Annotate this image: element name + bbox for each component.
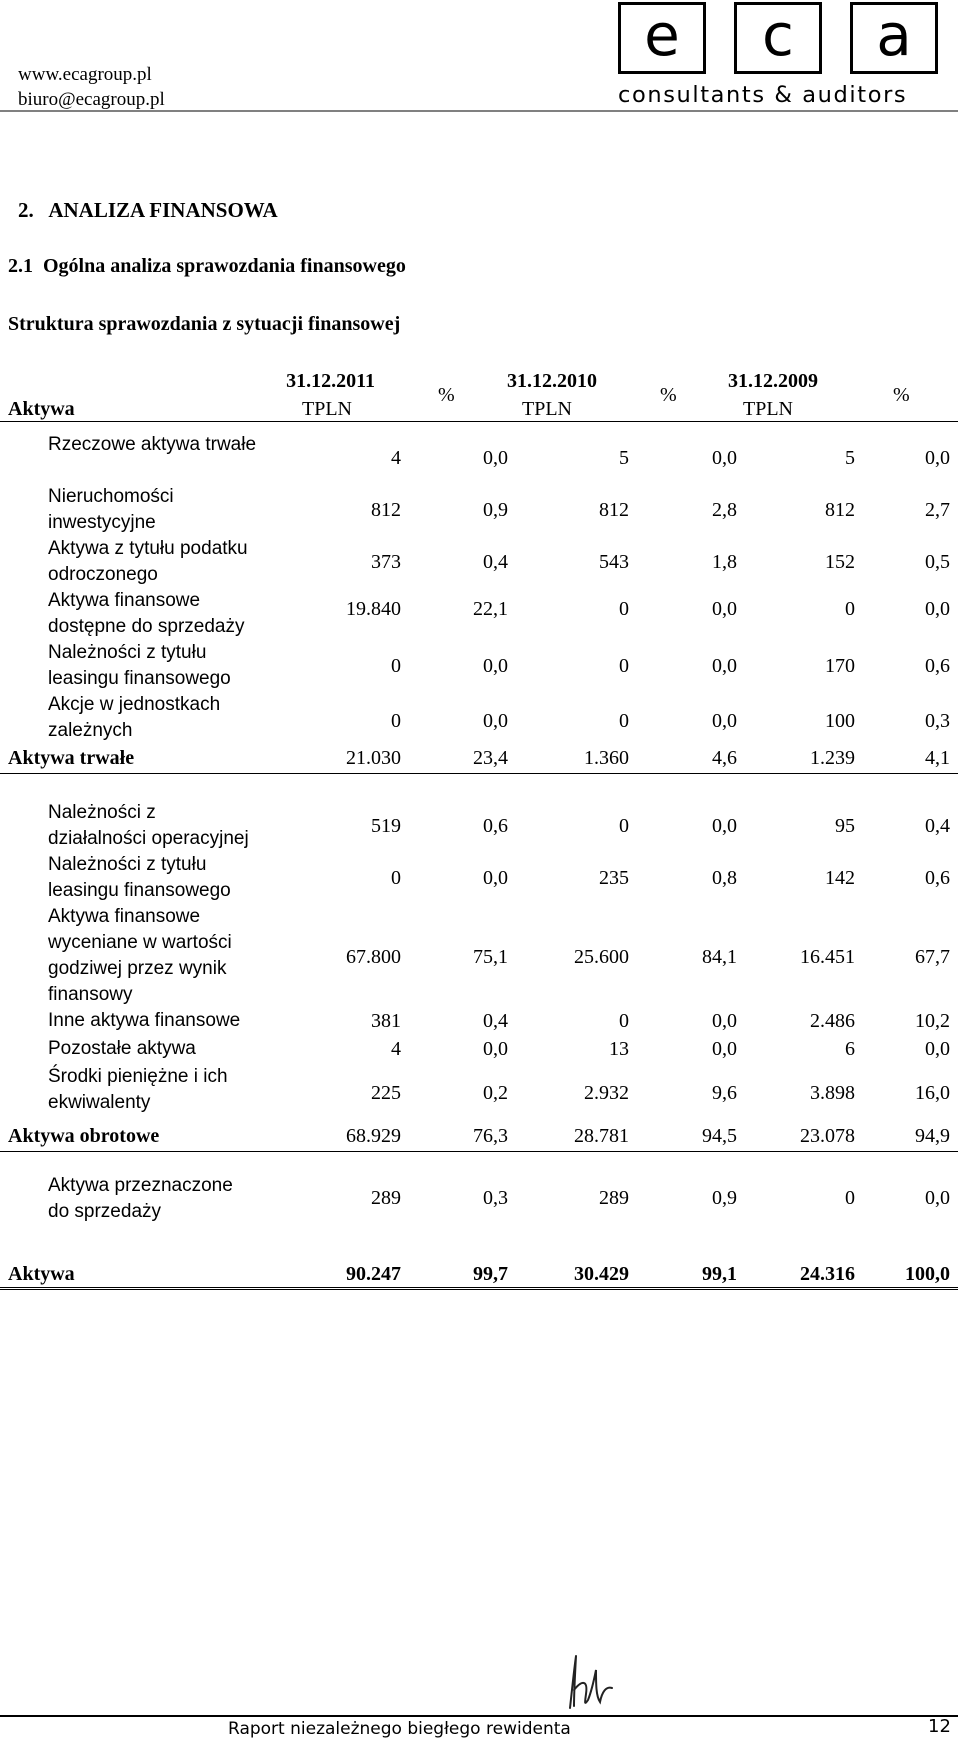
row-value-tpln: 0 [391,710,401,732]
row-value-pct: 9,6 [712,1082,737,1104]
row-value-pct: 99,7 [473,1263,508,1285]
row-label: Aktywa trwałe [8,747,135,769]
table-row [0,432,960,484]
row-value-tpln: 0 [845,1187,855,1209]
row-value-pct: 0,3 [483,1187,508,1209]
table-row [0,1064,960,1116]
table-total-row [0,1261,960,1289]
row-value-tpln: 170 [825,655,855,677]
row-value-tpln: 16.451 [800,946,855,968]
table-title: Struktura sprawozdania z sytuacji finansowej [8,313,401,335]
row-value-pct: 0,4 [483,1010,508,1032]
row-value-pct: 67,7 [915,946,950,968]
row-value-pct: 0,4 [483,551,508,573]
page-number: 12 [928,1716,951,1737]
row-value-tpln: 812 [371,499,401,521]
row-value-pct: 0,0 [483,447,508,469]
row-label: Środki pieniężne i ich ekwiwalenty [48,1066,228,1113]
row-value-tpln: 23.078 [800,1125,855,1147]
row-label: Rzeczowe aktywa trwałe [48,434,257,455]
row-value-tpln: 95 [835,815,855,837]
row-value-tpln: 0 [391,867,401,889]
row-value-tpln: 812 [599,499,629,521]
header-divider [0,110,958,112]
row-value-tpln: 3.898 [810,1082,855,1104]
row-value-pct: 0,0 [712,447,737,469]
col-pct-2009: % [893,384,910,406]
row-value-tpln: 28.781 [574,1125,629,1147]
row-value-pct: 16,0 [915,1082,950,1104]
row-label: Inne aktywa finansowe [48,1010,241,1031]
row-value-tpln: 19.840 [346,598,401,620]
col-unit-2011: TPLN [302,398,352,420]
row-value-pct: 0,0 [925,1038,950,1060]
row-value-pct: 84,1 [702,946,737,968]
table-row [0,692,960,744]
row-value-pct: 0,0 [925,598,950,620]
row-value-pct: 0,0 [483,710,508,732]
row-value-pct: 0,0 [483,655,508,677]
row-value-pct: 4,1 [925,747,950,769]
row-value-tpln: 225 [371,1082,401,1104]
row-value-tpln: 90.247 [346,1263,401,1285]
table-row [0,1036,960,1064]
row-value-pct: 0,0 [712,1010,737,1032]
row-value-pct: 76,3 [473,1125,508,1147]
row-value-tpln: 4 [391,1038,401,1060]
row-label: Nieruchomości inwestycyjne [48,486,174,533]
row-label: Należności z tytułu leasingu finansowego [48,854,231,901]
row-value-pct: 0,6 [925,867,950,889]
row-value-tpln: 543 [599,551,629,573]
row-value-pct: 0,9 [712,1187,737,1209]
row-value-tpln: 5 [619,447,629,469]
row-value-tpln: 152 [825,551,855,573]
row-value-pct: 22,1 [473,598,508,620]
row-value-tpln: 1.239 [810,747,855,769]
row-label: Aktywa z tytułu podatku odroczonego [48,538,248,585]
website-link[interactable]: www.ecagroup.pl [18,64,152,85]
row-value-tpln: 2.486 [810,1010,855,1032]
row-value-pct: 0,0 [483,1038,508,1060]
row-value-pct: 0,2 [483,1082,508,1104]
total-rule [0,1151,958,1152]
footer-report-name: Raport niezależnego biegłego rewidenta [228,1719,571,1739]
row-label: Aktywa obrotowe [8,1125,160,1147]
row-value-pct: 94,9 [915,1125,950,1147]
row-value-pct: 0,0 [712,710,737,732]
row-label: Pozostałe aktywa [48,1038,196,1059]
logo-tagline: consultants & auditors [618,82,908,108]
row-value-tpln: 0 [619,598,629,620]
signature-icon [558,1650,618,1712]
grand-total-rule [0,1287,958,1290]
row-value-pct: 0,0 [712,598,737,620]
col-pct-2011: % [438,384,455,406]
col-date-2010: 31.12.2010 [507,370,597,392]
total-rule [0,773,958,774]
row-value-pct: 0,9 [483,499,508,521]
first-column-header: Aktywa [8,398,75,420]
row-value-pct: 100,0 [905,1263,950,1285]
row-value-tpln: 289 [599,1187,629,1209]
row-value-tpln: 235 [599,867,629,889]
row-value-pct: 99,1 [702,1263,737,1285]
section-heading: 2. ANALIZA FINANSOWA [18,198,278,222]
row-value-pct: 0,8 [712,867,737,889]
row-value-tpln: 68.929 [346,1125,401,1147]
row-value-pct: 4,6 [712,747,737,769]
table-row [0,1008,960,1036]
row-value-tpln: 2.932 [584,1082,629,1104]
row-value-pct: 2,8 [712,499,737,521]
row-value-pct: 0,4 [925,815,950,837]
row-value-tpln: 0 [619,655,629,677]
row-value-pct: 0,3 [925,710,950,732]
row-value-pct: 10,2 [915,1010,950,1032]
row-value-tpln: 0 [619,1010,629,1032]
row-value-tpln: 30.429 [574,1263,629,1285]
logo-letter-a: a [876,1,912,69]
row-value-pct: 0,0 [925,1187,950,1209]
company-logo [618,2,938,107]
logo-letter-e: e [644,1,680,69]
table-row [0,800,960,852]
row-value-pct: 75,1 [473,946,508,968]
row-label: Akcje w jednostkach zależnych [48,694,221,741]
row-value-pct: 0,0 [712,815,737,837]
row-value-tpln: 24.316 [800,1263,855,1285]
row-value-pct: 2,7 [925,499,950,521]
table-row [0,484,960,536]
col-unit-2010: TPLN [522,398,572,420]
col-unit-2009: TPLN [743,398,793,420]
logo-letter-c: c [762,1,794,69]
table-row [0,852,960,904]
col-date-2011: 31.12.2011 [286,370,375,392]
email-link[interactable]: biuro@ecagroup.pl [18,89,165,110]
row-value-tpln: 13 [609,1038,629,1060]
row-value-tpln: 21.030 [346,747,401,769]
col-pct-2010: % [660,384,677,406]
row-value-tpln: 0 [619,710,629,732]
row-value-tpln: 4 [391,447,401,469]
row-value-pct: 0,0 [712,655,737,677]
table-total-row [0,745,960,775]
row-value-tpln: 519 [371,815,401,837]
row-label: Należności z tytułu leasingu finansowego [48,642,231,689]
row-value-pct: 0,6 [925,655,950,677]
row-value-tpln: 100 [825,710,855,732]
col-date-2009: 31.12.2009 [728,370,818,392]
row-value-pct: 0,0 [483,867,508,889]
subsection-heading: 2.1 Ogólna analiza sprawozdania finansowego [8,255,406,277]
row-label: Aktywa finansowe dostępne do sprzedaży [48,590,245,637]
row-value-pct: 0,0 [925,447,950,469]
footer-divider [0,1715,958,1717]
table-row [0,904,960,1008]
row-value-tpln: 6 [845,1038,855,1060]
row-value-tpln: 25.600 [574,946,629,968]
contact-info [18,62,165,112]
row-value-tpln: 5 [845,447,855,469]
row-value-tpln: 1.360 [584,747,629,769]
row-value-pct: 0,6 [483,815,508,837]
row-value-pct: 0,0 [712,1038,737,1060]
row-value-tpln: 0 [619,815,629,837]
row-value-tpln: 142 [825,867,855,889]
row-value-pct: 0,5 [925,551,950,573]
row-value-tpln: 0 [391,655,401,677]
table-total-row [0,1123,960,1153]
row-value-pct: 1,8 [712,551,737,573]
row-label: Należności z działalności operacyjnej [48,802,249,849]
table-header-rule [0,421,958,422]
row-value-tpln: 289 [371,1187,401,1209]
row-value-tpln: 812 [825,499,855,521]
row-value-tpln: 373 [371,551,401,573]
row-value-pct: 94,5 [702,1125,737,1147]
table-row [0,1173,960,1225]
row-label: Aktywa finansowe wyceniane w wartości godziwej przez wynik finansowy [48,906,232,1005]
table-row [0,536,960,588]
table-row [0,640,960,692]
row-label: Aktywa przeznaczone do sprzedaży [48,1175,233,1222]
row-value-tpln: 381 [371,1010,401,1032]
table-row [0,588,960,640]
row-value-tpln: 67.800 [346,946,401,968]
row-label: Aktywa [8,1263,75,1285]
row-value-pct: 23,4 [473,747,508,769]
row-value-tpln: 0 [845,598,855,620]
